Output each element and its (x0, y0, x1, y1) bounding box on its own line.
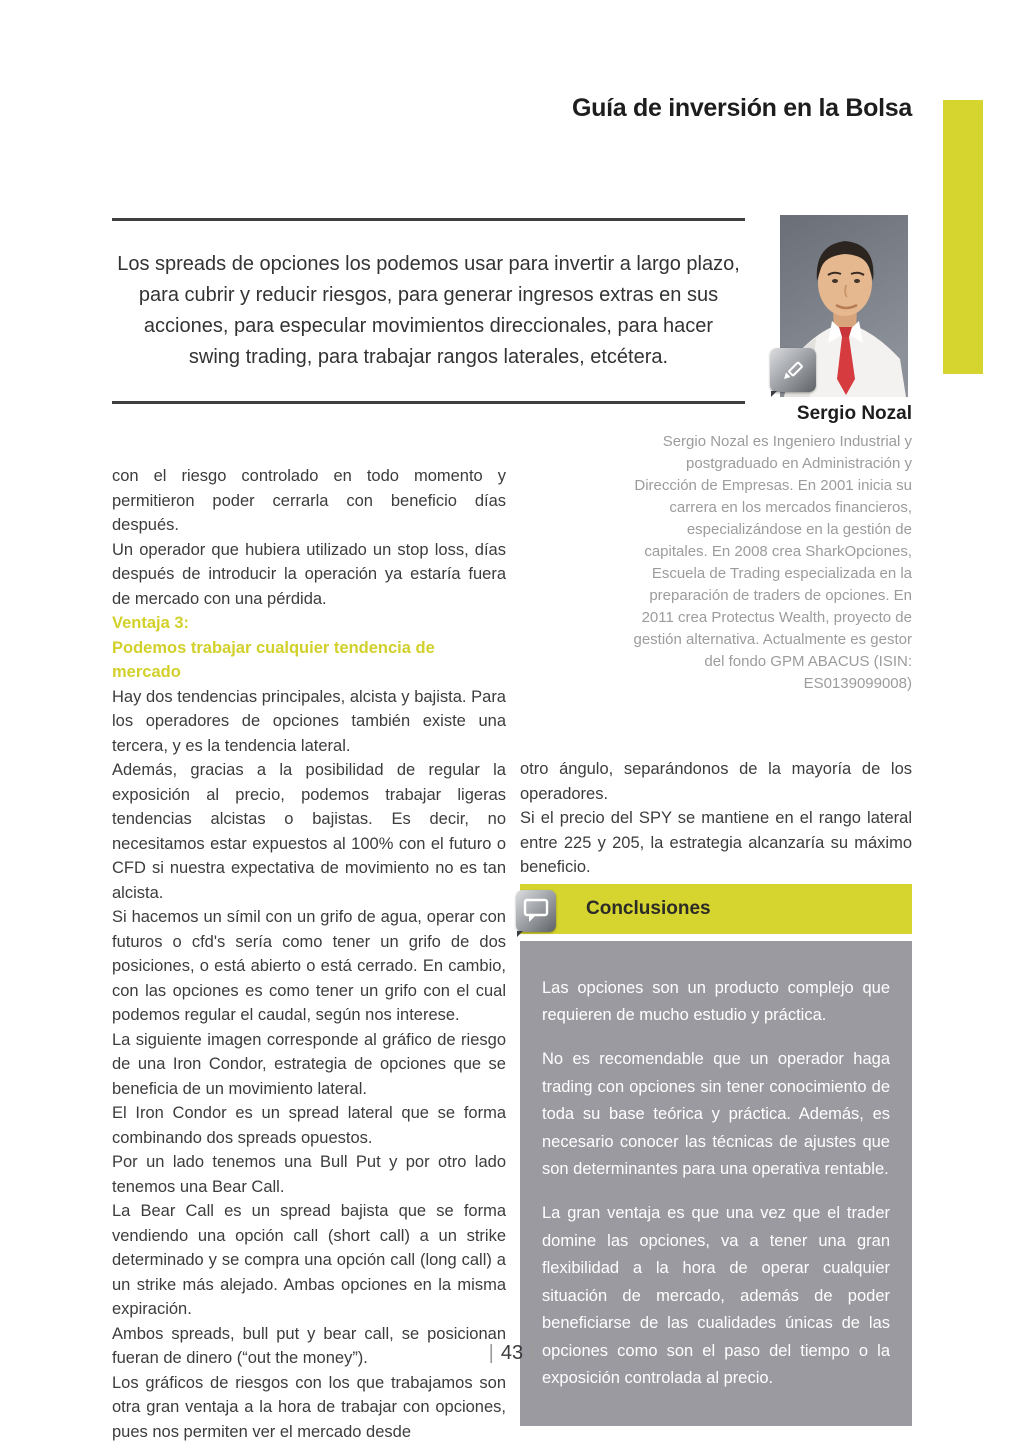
page-title: Guía de inversión en la Bolsa (571, 94, 912, 122)
right-column (520, 757, 912, 880)
author-name: Sergio Nozal (796, 403, 912, 424)
conclusions-paragraph: La gran ventaja es que una vez que el trader domine las opciones, va a tener una gran flexibilidad a la hora de operar cualquier situación de mercado, además de poder beneficiarse de las cualidades únicas de las opciones como son el paso del tiempo o la exposición controlada al precio. (542, 1204, 890, 1387)
body-paragraph: Además, gracias a la posibilidad de regular la exposición al precio, podemos trabajar ligeras tendencias alcistas o bajistas. Es decir, no necesitamos estar expuestos al 100% con el futuro o CFD si nuestra expectativa de movimiento no es tan alcista. (112, 761, 506, 902)
body-paragraph: con el riesgo controlado en todo momento y permitieron poder cerrarla con beneficio días después. (112, 467, 506, 534)
conclusions-header (520, 884, 912, 934)
conclusions-paragraph: Las opciones son un producto complejo que requieren de mucho estudio y práctica. (542, 978, 890, 1024)
body-paragraph: El Iron Condor es un spread lateral que se forma combinando dos spreads opuestos. (112, 1104, 506, 1147)
body-paragraph: Si el precio del SPY se mantiene en el rango lateral entre 225 y 205, la estrategia alcanzaría su máximo beneficio. (520, 809, 912, 876)
body-paragraph: Por un lado tenemos una Bull Put y por otro lado tenemos una Bear Call. (112, 1153, 506, 1196)
body-paragraph: La siguiente imagen corresponde al gráfico de riesgo de una Iron Condor, estrategia de opciones que se beneficia de un movimiento lateral. (112, 1030, 506, 1098)
accent-bar (943, 100, 983, 374)
page-number (0, 1342, 1024, 1365)
body-paragraph: Ambos spreads, bull put y bear call, se posicionan fueran de dinero (“out the money”). (112, 1324, 506, 1367)
body-paragraph: Hay dos tendencias principales, alcista y bajista. Para los operadores de opciones también existe una tercera, y es la tendencia lateral. (112, 687, 506, 755)
left-column (112, 464, 506, 1444)
section-heading-subtitle: Podemos trabajar cualquier tendencia de mercado (112, 638, 435, 681)
body-paragraph: otro ángulo, separándonos de la mayoría de los operadores. (520, 760, 912, 803)
body-paragraph: Los gráficos de riesgos con los que trabajamos son otra gran ventaja a la hora de trabajar con opciones, pues nos permiten ver el mercado desde (112, 1373, 506, 1441)
page-number-value: 43 (500, 1342, 524, 1364)
speech-bubble-icon (516, 890, 556, 932)
pull-quote-text: Los spreads de opciones los podemos usar para invertir a largo plazo, para cubrir y reducir riesgos, para generar ingresos extras en sus acciones, para especular movimientos direccionales, para hacer swing trading, para trabajar rangos laterales, etcétera. (117, 253, 740, 368)
body-paragraph: La Bear Call es un spread bajista que se forma vendiendo una opción call (short call) a un strike determinado y se compra una opción call (long call) a un strike más alejado. Ambas opciones en la misma expiración. (112, 1202, 506, 1318)
page-number-separator: | (530, 1342, 536, 1364)
pull-quote (112, 218, 745, 404)
pencil-icon (770, 348, 816, 392)
author-bio: Sergio Nozal es Ingeniero Industrial y postgraduado en Administración y Dirección de Empresas. En 2001 inicia su carrera en los mercados financieros, especializándose en la gestión de capitales. En 2008 crea SharkOpciones, Escuela de Trading especializada en la preparación de traders de opciones. En 2011 crea Protectus Wealth, proyecto de gestión alternativa. Actualmente es gestor del fondo GPM ABACUS (ISIN: ES0139099008) (633, 433, 912, 692)
body-paragraph: Si hacemos un símil con un grifo de agua, operar con futuros o cfd's sería como tener un grifo de dos posiciones, o está abierto o está cerrado. En cambio, con las opciones es como tener un grifo con el cual podemos regular el caudal, según nos interese. (112, 908, 506, 1024)
conclusions-paragraph: No es recomendable que un operador haga trading con opciones sin tener conocimiento de toda su base teórica y práctica. Además, es necesario conocer las técnicas de ajustes que son determinantes para una operativa rentable. (542, 1050, 890, 1178)
pencil-glyph (780, 357, 806, 383)
body-paragraph: Un operador que hubiera utilizado un stop loss, días después de introducir la operación ya estaría fuera de mercado con una pérdida. (112, 540, 506, 608)
page-number-separator: | (488, 1342, 494, 1364)
conclusions-title: Conclusiones (586, 898, 711, 919)
speech-bubble-glyph (523, 897, 549, 925)
section-heading-ventaja: Ventaja 3: (112, 614, 190, 632)
